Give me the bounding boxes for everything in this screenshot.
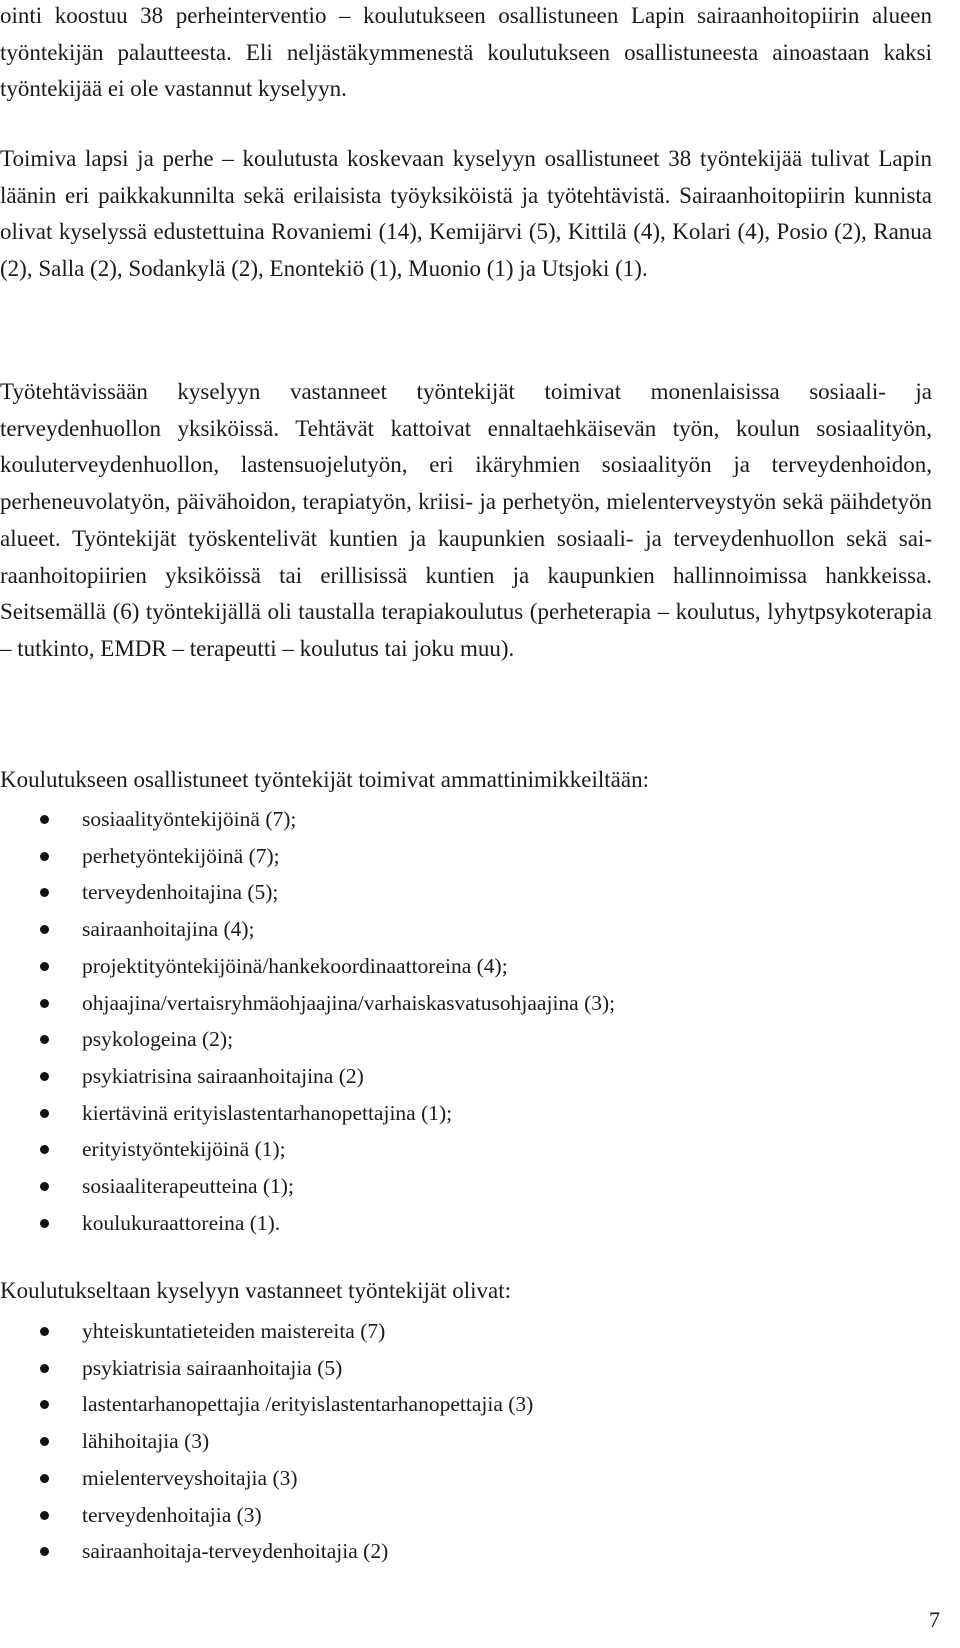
- bullet-icon: [40, 852, 49, 861]
- bullet-icon: [40, 1547, 49, 1556]
- list-item-text: koulukuraattoreina (1).: [82, 1210, 281, 1235]
- list-item-text: psykiatrisina sairaanhoitajina (2): [82, 1063, 364, 1088]
- list-item-text: mielenterveyshoitajia (3): [82, 1465, 298, 1490]
- list-item-text: sosiaalityöntekijöinä (7);: [82, 807, 297, 831]
- list-item: [0, 1460, 900, 1497]
- bullet-icon: [40, 888, 49, 897]
- list-item-text: sairaanhoitajina (4);: [82, 917, 255, 942]
- list-item: [0, 1131, 900, 1168]
- education-list: [0, 1313, 900, 1570]
- list-item: [0, 1095, 900, 1132]
- list-item-text: psykologeina (2);: [82, 1027, 234, 1052]
- education-heading: Koulutukseltaan kyselyyn vastanneet työntekijät olivat:: [0, 1278, 511, 1303]
- list-item-text: sosiaaliterapeutteina (1);: [82, 1174, 294, 1199]
- list-item: [0, 911, 900, 948]
- list-item-text: perhetyöntekijöinä (7);: [82, 843, 280, 868]
- list-item-text: yhteiskuntatieteiden maistereita (7): [82, 1319, 386, 1343]
- list-item-text: erityistyöntekijöinä (1);: [82, 1137, 286, 1162]
- job-titles-heading: Koulutukseen osallistuneet työntekijät toimivat ammattinimikkeiltään:: [0, 767, 649, 792]
- list-item: [0, 1313, 900, 1350]
- bullet-icon: [40, 999, 49, 1008]
- list-item: [0, 1021, 900, 1058]
- list-item-text: sairaanhoitaja-terveydenhoitajia (2): [82, 1539, 389, 1564]
- list-item-text: psykiatrisia sairaanhoitajia (5): [82, 1355, 343, 1380]
- bullet-icon: [40, 1109, 49, 1118]
- bullet-icon: [40, 1072, 49, 1081]
- list-item-text: kiertävinä erityislastentarhanopettajina (1);: [82, 1100, 453, 1125]
- bullet-icon: [40, 1400, 49, 1409]
- list-item: [0, 801, 900, 838]
- list-item: [0, 1497, 900, 1534]
- list-item: [0, 948, 900, 985]
- list-item: [0, 1533, 900, 1570]
- list-item: [0, 1205, 900, 1242]
- page-number: 7: [929, 1607, 940, 1632]
- job-titles-list: [0, 801, 900, 1241]
- work-tasks-paragraph: Työtehtävissään kyselyyn vastanneet työntekijät toimivat monenlaisissa sosiaali- ja terveydenhuollon yksiköissä. Tehtävät kattoivat ennaltaehkäisevän työn, koulun sosiaalityön, kouluterveydenhuollon, lastensuojelutyön, eri ikäryhmien sosiaalityön ja terveydenhoidon, perheneuvolatyön, päivähoidon, terapiatyön, kriisi- ja perhetyön, mielenterveystyön sekä päihdetyön alueet. Työntekijät työskentelivät kuntien ja kaupunkien sosiaali- ja terveydenhuollon sekä sairaanhoitopiirien yksiköissä tai erillisissä kuntien ja kaupunkien hallinnoimissa hankkeissa. Seitsemällä (6) työntekijällä oli taustalla terapiakoulutus (perheterapia – koulutus, lyhytpsykoterapia – tutkinto, EMDR – terapeutti – koulutus tai joku muu).: [0, 379, 932, 661]
- list-item: [0, 985, 900, 1022]
- list-item: [0, 1168, 900, 1205]
- bullet-icon: [40, 1035, 49, 1044]
- bullet-icon: [40, 1511, 49, 1520]
- bullet-icon: [40, 1327, 49, 1336]
- intro-paragraph: ointi koostuu 38 perheinterventio – koulutukseen osallistuneen Lapin sairaanhoitopiirin alueen työntekijän palautteesta. Eli neljästäkymmenestä koulutukseen osallistuneesta ainoastaan kaksi työntekijää ei ole vastannut kyselyyn.: [0, 3, 932, 102]
- bullet-icon: [40, 1437, 49, 1446]
- list-item: [0, 1423, 900, 1460]
- participants-paragraph: Toimiva lapsi ja perhe – koulutusta koskevaan kyselyyn osallistuneet 38 työntekijää tulivat Lapin läänin eri paikkakunnilta sekä erilaisista työyksiköistä ja työtehtävistä. Sairaanhoitopiirin kunnista olivat kyselyssä edustettuina Rovaniemi (14), Kemijärvi (5), Kittilä (4), Kolari (4), Posio (2), Ranua (2), Salla (2), Sodankylä (2), Enontekiö (1), Muonio (1) ja Utsjoki (1).: [0, 146, 932, 282]
- list-item: [0, 1058, 900, 1095]
- list-item-text: terveydenhoitajia (3): [82, 1502, 262, 1527]
- bullet-icon: [40, 1474, 49, 1483]
- bullet-icon: [40, 1219, 49, 1228]
- bullet-icon: [40, 962, 49, 971]
- list-item: [0, 1386, 900, 1423]
- bullet-icon: [40, 1364, 49, 1373]
- list-item-text: lähihoitajia (3): [82, 1429, 210, 1454]
- bullet-icon: [40, 1145, 49, 1154]
- bullet-icon: [40, 925, 49, 934]
- list-item-text: lastentarhanopettajia /erityislastentarhanopettajia (3): [82, 1392, 534, 1417]
- list-item: [0, 874, 900, 911]
- list-item: [0, 1350, 900, 1387]
- list-item: [0, 838, 900, 875]
- bullet-icon: [40, 1182, 49, 1191]
- bullet-icon: [40, 815, 49, 824]
- list-item-text: terveydenhoitajina (5);: [82, 880, 279, 905]
- list-item-text: projektityöntekijöinä/hankekoordinaattoreina (4);: [82, 953, 508, 978]
- list-item-text: ohjaajina/vertaisryhmäohjaajina/varhaiskasvatusohjaajina (3);: [82, 990, 616, 1015]
